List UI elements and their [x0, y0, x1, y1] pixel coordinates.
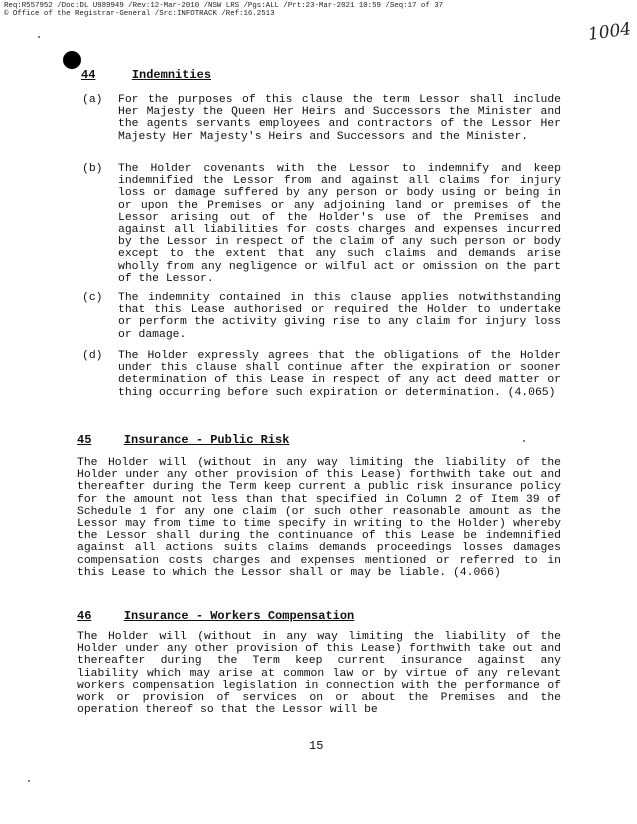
item-c-text: The indemnity contained in this clause applies notwithstanding that this Lease authorised or required the Holder to undertake or perform the activity giving rise to any claim for injury loss or damage. — [118, 292, 561, 341]
scan-speck — [523, 440, 525, 442]
section-44-number: 44 — [81, 68, 96, 82]
section-45-heading — [77, 433, 289, 447]
section-46-number: 46 — [77, 609, 92, 623]
handwritten-page-note: 1004 — [586, 19, 633, 45]
item-a-text: For the purposes of this clause the term Lessor shall include Her Majesty the Queen Her Heirs and Successors the Minister and the agents servants employees and contractors of the Lessor Her Majesty Her Majesty's Heirs and Successors and the Minister. — [118, 94, 561, 143]
section-45-number: 45 — [77, 433, 92, 447]
item-d-text: The Holder expressly agrees that the obligations of the Holder under this clause shall continue after the expiration or sooner determination of this Lease in respect of any act deed matter or thing occurring before such expiration or determination. (4.065) — [118, 350, 561, 399]
section-46-text: The Holder will (without in any way limiting the liability of the Holder under any other provision of this Lease) forthwith take out and thereafter during the Term keep current insurance against any liability which may arise at common law or by virtue of any relevant workers compensation legislation in connection with the performance of work or provision of services on or about the Premises and the operation thereof so that the Lessor will be — [77, 631, 561, 717]
document-header-reference: Req:R557952 /Doc:DL U989949 /Rev:12-Mar-2010 /NSW LRS /Pgs:ALL /Prt:23-Mar-2021 10:59 /Seq:17 of 37 — [4, 2, 444, 10]
item-b-text: The Holder covenants with the Lessor to indemnify and keep indemnified the Lessor from and against all claims for injury loss or damage suffered by any person or body using or being in or upon the Premises or any adjoining land or premises of the Lessor arising out of the Holder's use of the Premises and against all liabilities for costs charges and expenses incurred by the Lessor in respect of the claim of any such person or body except to the extent that any such claims and demands arise wholly from any negligence or wilful act or omission on the part of the Lessor. — [118, 163, 561, 285]
item-a-label: (a) — [82, 94, 103, 106]
section-45-title: Insurance - Public Risk — [123, 433, 290, 447]
document-header-office: © Office of the Registrar-General /Src:INFOTRACK /Ref:16.2513 — [4, 10, 275, 18]
item-b-label: (b) — [82, 163, 103, 175]
scan-speck — [28, 780, 30, 782]
section-46-heading — [77, 609, 354, 623]
section-44-heading — [81, 68, 211, 82]
page-number: 15 — [309, 739, 324, 753]
section-46-title: Insurance - Workers Compensation — [123, 609, 355, 623]
section-45-text: The Holder will (without in any way limiting the liability of the Holder under any other provision of this Lease) forthwith take out and thereafter during the Term keep current a public risk insurance policy for the amount not less than that specified in Column 2 of Item 39 of Schedule 1 for any one claim (or such other reasonable amount as the Lessor may from time to time specify in writing to the Holder) whereby the Lessor shall during the continuance of this Lease be indemnified against all actions suits claims demands proceedings losses damages compensation costs charges and expenses mentioned or referred to in this Lease to which the Lessor shall or may be liable. (4.066) — [77, 457, 561, 579]
scan-speck — [38, 36, 40, 38]
hole-punch-mark — [63, 51, 81, 69]
section-44-title: Indemnities — [131, 68, 212, 82]
item-c-label: (c) — [82, 292, 103, 304]
item-d-label: (d) — [82, 350, 103, 362]
